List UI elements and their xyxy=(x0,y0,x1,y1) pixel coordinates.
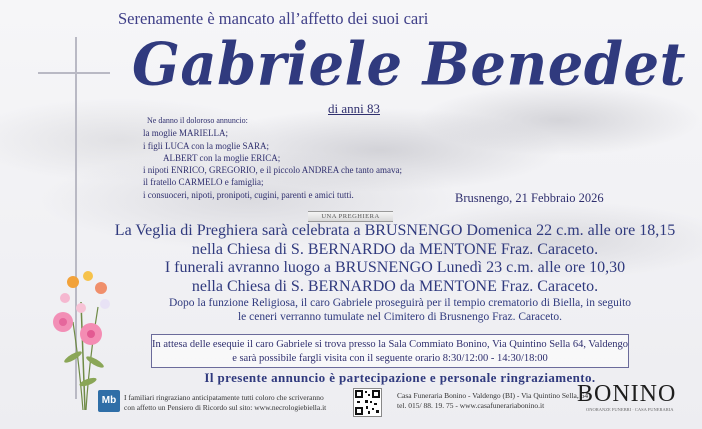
mourners-line: i figli LUCA con la moglie SARA; xyxy=(143,140,269,151)
mourners-line: i consuoceri, nipoti, pronipoti, cugini, parenti e amici tutti. xyxy=(143,189,354,200)
ceremony-line: nella Chiesa di S. BERNARDO da MENTONE Fraz. Caraceto. xyxy=(191,240,599,258)
footer-thanks-text xyxy=(124,393,326,413)
age-line: di anni 83 xyxy=(328,101,380,116)
ceremony-details xyxy=(100,222,690,296)
ceremony-line: La Veglia di Preghiera sarà celebrata a BRUSNENGO Domenica 22 c.m. alle ore 18,15 xyxy=(114,222,676,239)
mourners-line: il fratello CARMELO e famiglia; xyxy=(143,177,264,188)
intro-line: Serenamente è mancato all’affetto dei suoi cari xyxy=(118,9,429,28)
footer-left-line: I familiari ringraziano anticipatamente tutti coloro che scriveranno xyxy=(124,393,324,402)
footer-contact xyxy=(397,391,588,411)
cremation-line: Dopo la funzione Religiosa, il caro Gabriele proseguirà per il tempio crematorio di Biella, in seguito xyxy=(168,297,632,309)
mourners-line: la moglie MARIELLA; xyxy=(143,128,228,139)
footer-left-line: con affetto un Pensiero di Ricordo sul sito: www.necrologiebiella.it xyxy=(124,403,327,412)
ceremony-line: nella Chiesa di S. BERNARDO da MENTONE Fraz. Caraceto. xyxy=(191,277,599,295)
footer-mid-line: tel. 015/ 88. 19. 75 - www.casafunerariabonino.it xyxy=(397,401,545,410)
visiting-hours-box xyxy=(151,334,629,368)
mourners-line: i nipoti ENRICO, GREGORIO, e il piccolo ANDREA che tanto amava; xyxy=(143,165,402,176)
bonino-logo-subtitle: ONORANZE FUNEBRI · CASA FUNERARIA xyxy=(586,407,674,412)
place-date: Brusnengo, 21 Febbraio 2026 xyxy=(455,191,604,205)
thanks-line: Il presente annuncio è partecipazione e personale ringraziamento. xyxy=(204,370,596,385)
visiting-line: e sarà possibile fargli visita con il seguente orario 8:30/12:00 - 14:30/18:00 xyxy=(232,353,548,364)
cremation-line: le ceneri verranno tumulate nel Cimitero di Brusnengo Fraz. Caraceto. xyxy=(237,311,563,323)
bonino-logo: BONINO xyxy=(577,381,677,407)
mb-logo: Mb xyxy=(98,390,120,412)
qr-code-icon xyxy=(353,388,382,417)
footer-mid-line: Casa Funeraria Bonino - Valdengo (BI) - Via Quintino Sella, 64 xyxy=(397,391,589,400)
cross-horizontal xyxy=(38,72,110,74)
ceremony-line: I funerali avranno luogo a BRUSNENGO Lunedì 23 c.m. alle ore 10,30 xyxy=(164,259,626,276)
mourners-list xyxy=(143,115,402,201)
deceased-name: Gabriele Benedet xyxy=(132,30,687,100)
visiting-line: In attesa delle esequie il caro Gabriele si trova presso la Sala Commiato Bonino, Via Quintino Sella 64, Valdengo xyxy=(152,339,629,350)
prayer-badge: UNA PREGHIERA xyxy=(308,211,393,222)
cremation-notice xyxy=(110,296,690,324)
mourners-line: Ne danno il doloroso annuncio: xyxy=(147,116,248,125)
mourners-line: ALBERT con la moglie ERICA; xyxy=(163,152,281,163)
